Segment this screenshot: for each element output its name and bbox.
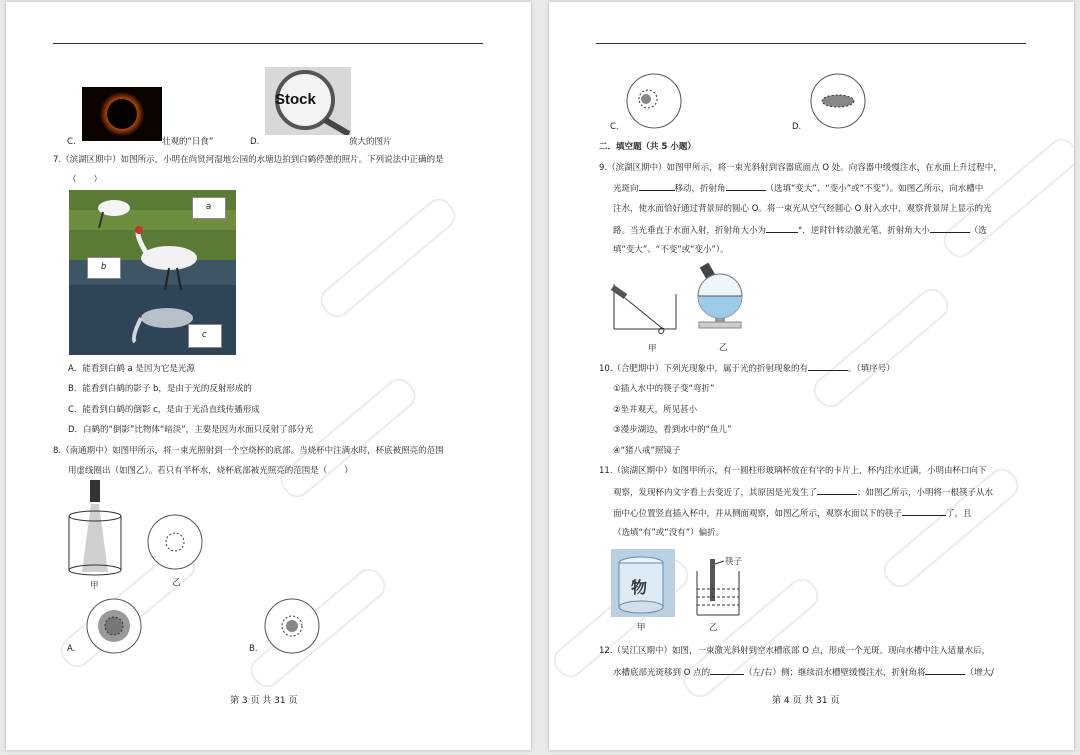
q8-option-a: A. xyxy=(67,644,76,654)
q7-option-a: A．能看到白鹤 a 是因为它是光源 xyxy=(68,364,195,374)
page-footer: 第 4 页 共 31 页 xyxy=(772,696,840,706)
watermark xyxy=(878,463,1024,593)
option-d-letter: D. xyxy=(250,137,260,147)
option-c-caption: 壮观的“日食” xyxy=(162,137,214,147)
q7-option-b: B．能看到白鹤的影子 b，是由于光的反射形成的 xyxy=(68,384,252,394)
q11-line2: 观察，发现杯内文字看上去变近了，其原因是光发生了 ；如图乙所示，小明将一根筷子从水 xyxy=(613,488,994,498)
watermark xyxy=(938,133,1074,263)
circle-yi xyxy=(147,514,203,570)
page-footer: 第 3 页 共 31 页 xyxy=(230,696,298,706)
q9-blank-3[interactable] xyxy=(766,224,798,233)
cup-character: 物 xyxy=(631,578,648,597)
option-d-figure xyxy=(810,73,866,129)
watermark xyxy=(275,373,421,503)
q11-blank-2[interactable] xyxy=(902,507,946,516)
q11-line4: （选填“有”或“没有”）偏折。 xyxy=(613,528,725,538)
q10-item-4: ④“猪八戒”照镜子 xyxy=(613,446,681,456)
q9-fig-yi xyxy=(691,264,749,330)
q12-blank-2[interactable] xyxy=(925,666,965,675)
q9-blank-4[interactable] xyxy=(930,224,970,233)
q10-item-1: ①插入水中的筷子变“弯折” xyxy=(613,384,715,394)
label-box-b: b xyxy=(87,257,121,279)
q10-item-3: ③漫步湖边，看到水中的“鱼儿” xyxy=(613,425,732,435)
stock-text: Stock xyxy=(275,91,316,108)
q9-blank-1[interactable] xyxy=(639,182,675,191)
option-c-letter: C. xyxy=(67,137,76,147)
q11-photo-jia xyxy=(611,549,675,617)
header-rule xyxy=(53,43,483,44)
chopstick-label: 筷子 xyxy=(725,557,743,567)
q8-option-d: D. xyxy=(792,122,802,132)
q9-label-jia: 甲 xyxy=(648,344,657,354)
q9-line2: 光斑向 移动，折射角 （选填“变大”、“变小”或“不变”）。如图乙所示，向水槽中 xyxy=(613,184,984,194)
eclipse-image xyxy=(82,87,162,141)
q10-blank[interactable] xyxy=(808,362,848,371)
q11-line3: 面中心位置竖直插入杯中，并从侧面观察，如图乙所示，观察水面以下的筷子 了，且 xyxy=(613,509,972,519)
q9-blank-2[interactable] xyxy=(726,182,766,191)
q8-label-yi: 乙 xyxy=(172,578,181,588)
q12-line2: 水槽底部光斑移到 O 点的 （左/右）侧；继续沿水槽壁缓慢注水，折射角将 （增大/ xyxy=(613,668,994,678)
magnifier-image xyxy=(265,67,351,135)
beaker-figure xyxy=(64,480,126,580)
q9-line4: 路。当光垂直于水面入射，折射角大小为 °．逆时针转动激光笔，折射角大小 （选 xyxy=(613,226,987,236)
q12-line1: 12.（吴江区期中）如图，一束激光斜射到空水槽底部 O 点，形成一个光斑。现向水槽中注入适量水后， xyxy=(599,646,991,656)
q7-stem: 7.（滨湖区期中）如图所示，小明在尚贤河湿地公园的水塘边拍到白鹤停憩的照片。下列说法中正确的是 xyxy=(53,155,444,165)
q10-item-2: ②坐井观天，所见甚小 xyxy=(613,405,698,415)
label-box-c: c xyxy=(188,324,222,348)
q7-bracket: （ ） xyxy=(68,175,103,185)
page-4 xyxy=(549,2,1074,750)
watermark xyxy=(315,193,461,323)
q7-option-d: D．白鹤的“倒影”比物体“暗淡”，主要是因为水面只反射了部分光 xyxy=(68,425,314,435)
option-b-figure xyxy=(264,598,320,654)
q8-option-c: C. xyxy=(610,122,619,132)
q12-blank-1[interactable] xyxy=(710,666,744,675)
q11-blank-1[interactable] xyxy=(817,486,857,495)
header-rule xyxy=(596,43,1026,44)
q9-line3: 注水，使水面恰好通过背景屏的圆心 O。将一束光从空气经圆心 O 射入水中，观察背景屏上显示的光 xyxy=(613,204,992,214)
q8-label-jia: 甲 xyxy=(90,581,99,591)
label-box-a: a xyxy=(192,197,226,219)
q11-label-yi: 乙 xyxy=(709,623,718,633)
q7-option-c: C．能看到白鹤的倒影 c，是由于光沿直线传播形成 xyxy=(68,405,260,415)
q11-line1: 11.（滨湖区期中）如图甲所示，有一圆柱形玻璃杯放在有字的卡片上，杯内注水近满，小明由杯口向下 xyxy=(599,466,987,476)
watermark xyxy=(808,283,954,413)
q9-line5: 填“变大”、“不变”或“变小”）。 xyxy=(613,245,729,255)
section-heading: 二．填空题（共 5 小题） xyxy=(599,142,696,152)
q11-fig-yi xyxy=(694,559,744,619)
option-c-figure xyxy=(626,73,682,129)
q9-point-o: O xyxy=(658,327,665,337)
q8-stem-line2: 用虚线圈出（如图乙）。若只有半杯水，烧杯底部被光照亮的范围是（ ） xyxy=(68,466,353,476)
q9-fig-jia xyxy=(609,284,679,332)
q10-stem: 10.（合肥期中）下列光现象中，属于光的折射现象的有 。（填序号） xyxy=(599,364,895,374)
q8-stem-line1: 8.（南通期中）如图甲所示，将一束光照射到一个空烧杯的底部。当烧杯中注满水时，杯底被照亮的范围 xyxy=(53,446,444,456)
q11-label-jia: 甲 xyxy=(637,623,646,633)
q9-label-yi: 乙 xyxy=(719,343,728,353)
option-a-figure xyxy=(86,598,142,654)
q8-option-b: B. xyxy=(249,644,258,654)
q9-line1: 9.（滨湖区期中）如图甲所示，将一束光斜射到容器底面点 O 处。向容器中缓慢注水，在水面上升过程中， xyxy=(599,163,1002,173)
page-3 xyxy=(6,2,531,750)
option-d-caption: 放大的图片 xyxy=(349,137,392,147)
